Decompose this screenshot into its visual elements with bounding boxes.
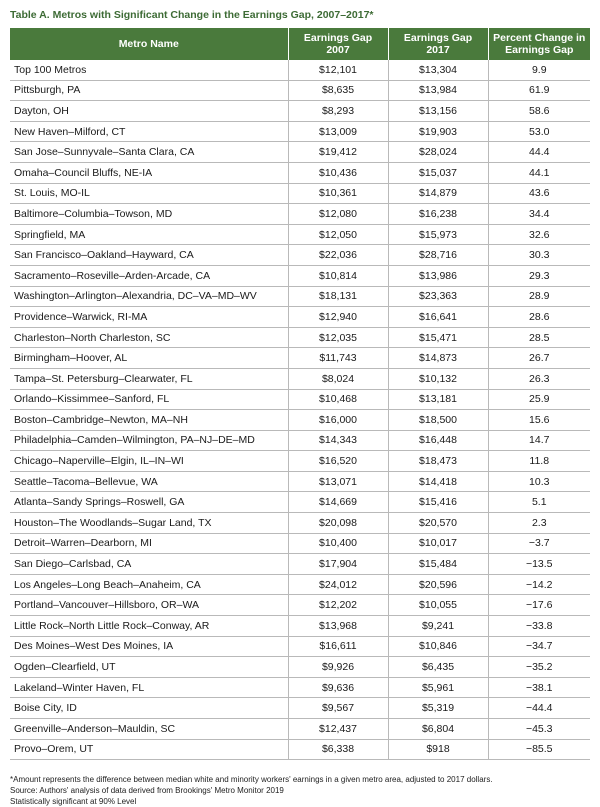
cell-earnings-gap-2017: $18,500 bbox=[388, 410, 488, 431]
cell-metro-name: Baltimore–Columbia–Towson, MD bbox=[10, 204, 288, 225]
table-row bbox=[10, 307, 590, 328]
table-row bbox=[10, 657, 590, 678]
cell-earnings-gap-2017: $18,473 bbox=[388, 451, 488, 472]
column-header-earnings-gap-2017: Earnings Gap 2017 bbox=[388, 28, 488, 60]
cell-metro-name: Pittsburgh, PA bbox=[10, 80, 288, 101]
cell-earnings-gap-2007: $16,611 bbox=[288, 636, 388, 657]
cell-earnings-gap-2007: $9,636 bbox=[288, 677, 388, 698]
table-row bbox=[10, 204, 590, 225]
cell-percent-change: −33.8 bbox=[488, 616, 590, 637]
cell-metro-name: Washington–Arlington–Alexandria, DC–VA–MD–WV bbox=[10, 286, 288, 307]
footnote-significance: Statistically significant at 90% Level bbox=[10, 797, 137, 807]
table-row bbox=[10, 554, 590, 575]
cell-earnings-gap-2007: $12,202 bbox=[288, 595, 388, 616]
cell-earnings-gap-2007: $14,343 bbox=[288, 430, 388, 451]
cell-earnings-gap-2007: $18,131 bbox=[288, 286, 388, 307]
cell-metro-name: Boston–Cambridge–Newton, MA–NH bbox=[10, 410, 288, 431]
table-row bbox=[10, 677, 590, 698]
cell-percent-change: −45.3 bbox=[488, 719, 590, 740]
table-row bbox=[10, 368, 590, 389]
cell-earnings-gap-2007: $8,293 bbox=[288, 101, 388, 122]
cell-percent-change: −85.5 bbox=[488, 739, 590, 760]
table-row bbox=[10, 286, 590, 307]
cell-earnings-gap-2017: $20,570 bbox=[388, 513, 488, 534]
cell-percent-change: 11.8 bbox=[488, 451, 590, 472]
table-title: Table A. Metros with Significant Change in the Earnings Gap, 2007–2017* bbox=[10, 9, 374, 21]
cell-percent-change: −17.6 bbox=[488, 595, 590, 616]
table-row bbox=[10, 739, 590, 760]
cell-percent-change: 28.9 bbox=[488, 286, 590, 307]
cell-earnings-gap-2017: $13,156 bbox=[388, 101, 488, 122]
cell-earnings-gap-2007: $8,635 bbox=[288, 80, 388, 101]
earnings-gap-table bbox=[10, 28, 590, 760]
cell-earnings-gap-2017: $19,903 bbox=[388, 121, 488, 142]
cell-earnings-gap-2017: $15,416 bbox=[388, 492, 488, 513]
table-row bbox=[10, 389, 590, 410]
cell-metro-name: Greenville–Anderson–Mauldin, SC bbox=[10, 719, 288, 740]
cell-percent-change: 61.9 bbox=[488, 80, 590, 101]
cell-metro-name: Seattle–Tacoma–Bellevue, WA bbox=[10, 471, 288, 492]
cell-percent-change: 32.6 bbox=[488, 224, 590, 245]
cell-earnings-gap-2007: $22,036 bbox=[288, 245, 388, 266]
cell-earnings-gap-2017: $918 bbox=[388, 739, 488, 760]
column-header-percent-change: Percent Change in Earnings Gap bbox=[488, 28, 590, 60]
table-row bbox=[10, 574, 590, 595]
cell-percent-change: 26.3 bbox=[488, 368, 590, 389]
cell-earnings-gap-2017: $6,435 bbox=[388, 657, 488, 678]
cell-metro-name: Dayton, OH bbox=[10, 101, 288, 122]
cell-earnings-gap-2017: $14,879 bbox=[388, 183, 488, 204]
table-row bbox=[10, 265, 590, 286]
table-row bbox=[10, 348, 590, 369]
table-row bbox=[10, 430, 590, 451]
cell-percent-change: 43.6 bbox=[488, 183, 590, 204]
footnote-source: Source: Authors' analysis of data derived from Brookings' Metro Monitor 2019 bbox=[10, 786, 284, 796]
table-row bbox=[10, 80, 590, 101]
cell-percent-change: 10.3 bbox=[488, 471, 590, 492]
cell-metro-name: Little Rock–North Little Rock–Conway, AR bbox=[10, 616, 288, 637]
cell-percent-change: 29.3 bbox=[488, 265, 590, 286]
cell-percent-change: 34.4 bbox=[488, 204, 590, 225]
footnotes bbox=[10, 774, 590, 807]
cell-percent-change: 2.3 bbox=[488, 513, 590, 534]
cell-earnings-gap-2007: $9,567 bbox=[288, 698, 388, 719]
cell-earnings-gap-2017: $16,448 bbox=[388, 430, 488, 451]
cell-earnings-gap-2017: $16,238 bbox=[388, 204, 488, 225]
cell-percent-change: −13.5 bbox=[488, 554, 590, 575]
cell-earnings-gap-2017: $10,846 bbox=[388, 636, 488, 657]
table-row bbox=[10, 451, 590, 472]
cell-earnings-gap-2007: $8,024 bbox=[288, 368, 388, 389]
cell-metro-name: Chicago–Naperville–Elgin, IL–IN–WI bbox=[10, 451, 288, 472]
table-row bbox=[10, 183, 590, 204]
column-header-earnings-gap-2007: Earnings Gap 2007 bbox=[288, 28, 388, 60]
cell-metro-name: Charleston–North Charleston, SC bbox=[10, 327, 288, 348]
cell-earnings-gap-2017: $15,973 bbox=[388, 224, 488, 245]
cell-metro-name: Tampa–St. Petersburg–Clearwater, FL bbox=[10, 368, 288, 389]
cell-metro-name: Portland–Vancouver–Hillsboro, OR–WA bbox=[10, 595, 288, 616]
cell-metro-name: Los Angeles–Long Beach–Anaheim, CA bbox=[10, 574, 288, 595]
cell-metro-name: Orlando–Kissimmee–Sanford, FL bbox=[10, 389, 288, 410]
cell-earnings-gap-2017: $13,304 bbox=[388, 60, 488, 80]
cell-metro-name: Birmingham–Hoover, AL bbox=[10, 348, 288, 369]
cell-earnings-gap-2007: $17,904 bbox=[288, 554, 388, 575]
table-row bbox=[10, 224, 590, 245]
cell-earnings-gap-2007: $13,968 bbox=[288, 616, 388, 637]
cell-earnings-gap-2007: $12,437 bbox=[288, 719, 388, 740]
cell-metro-name: Springfield, MA bbox=[10, 224, 288, 245]
cell-percent-change: 9.9 bbox=[488, 60, 590, 80]
cell-earnings-gap-2017: $15,484 bbox=[388, 554, 488, 575]
table-row bbox=[10, 719, 590, 740]
cell-earnings-gap-2017: $5,961 bbox=[388, 677, 488, 698]
table-row bbox=[10, 492, 590, 513]
table-row bbox=[10, 245, 590, 266]
cell-earnings-gap-2007: $12,050 bbox=[288, 224, 388, 245]
cell-metro-name: San Jose–Sunnyvale–Santa Clara, CA bbox=[10, 142, 288, 163]
table-row bbox=[10, 60, 590, 80]
cell-percent-change: 53.0 bbox=[488, 121, 590, 142]
cell-percent-change: 28.6 bbox=[488, 307, 590, 328]
cell-earnings-gap-2017: $9,241 bbox=[388, 616, 488, 637]
cell-earnings-gap-2007: $10,400 bbox=[288, 533, 388, 554]
cell-earnings-gap-2017: $13,984 bbox=[388, 80, 488, 101]
cell-earnings-gap-2017: $14,873 bbox=[388, 348, 488, 369]
cell-earnings-gap-2017: $28,024 bbox=[388, 142, 488, 163]
cell-metro-name: Top 100 Metros bbox=[10, 60, 288, 80]
cell-earnings-gap-2007: $9,926 bbox=[288, 657, 388, 678]
cell-metro-name: Providence–Warwick, RI-MA bbox=[10, 307, 288, 328]
cell-metro-name: Sacramento–Roseville–Arden-Arcade, CA bbox=[10, 265, 288, 286]
cell-earnings-gap-2007: $13,009 bbox=[288, 121, 388, 142]
cell-metro-name: Lakeland–Winter Haven, FL bbox=[10, 677, 288, 698]
table-row bbox=[10, 142, 590, 163]
cell-earnings-gap-2007: $10,436 bbox=[288, 162, 388, 183]
cell-earnings-gap-2007: $20,098 bbox=[288, 513, 388, 534]
column-header-metro-name: Metro Name bbox=[10, 28, 288, 60]
table-row bbox=[10, 533, 590, 554]
cell-earnings-gap-2017: $14,418 bbox=[388, 471, 488, 492]
cell-percent-change: 30.3 bbox=[488, 245, 590, 266]
cell-earnings-gap-2007: $10,814 bbox=[288, 265, 388, 286]
cell-percent-change: −44.4 bbox=[488, 698, 590, 719]
cell-percent-change: −34.7 bbox=[488, 636, 590, 657]
cell-earnings-gap-2007: $16,520 bbox=[288, 451, 388, 472]
cell-percent-change: 15.6 bbox=[488, 410, 590, 431]
table-row bbox=[10, 513, 590, 534]
table-row bbox=[10, 698, 590, 719]
cell-percent-change: 25.9 bbox=[488, 389, 590, 410]
footnote-definition: *Amount represents the difference between median white and minority workers' earnings in a given metro area, adjusted to 2017 dollars. bbox=[10, 775, 493, 785]
cell-percent-change: 26.7 bbox=[488, 348, 590, 369]
cell-earnings-gap-2007: $14,669 bbox=[288, 492, 388, 513]
table-row bbox=[10, 101, 590, 122]
cell-percent-change: 28.5 bbox=[488, 327, 590, 348]
cell-earnings-gap-2017: $13,181 bbox=[388, 389, 488, 410]
cell-percent-change: −14.2 bbox=[488, 574, 590, 595]
cell-earnings-gap-2007: $10,468 bbox=[288, 389, 388, 410]
cell-earnings-gap-2007: $6,338 bbox=[288, 739, 388, 760]
table-row bbox=[10, 410, 590, 431]
cell-metro-name: St. Louis, MO-IL bbox=[10, 183, 288, 204]
cell-earnings-gap-2017: $23,363 bbox=[388, 286, 488, 307]
cell-metro-name: Detroit–Warren–Dearborn, MI bbox=[10, 533, 288, 554]
table-row bbox=[10, 327, 590, 348]
cell-earnings-gap-2017: $13,986 bbox=[388, 265, 488, 286]
cell-earnings-gap-2007: $12,035 bbox=[288, 327, 388, 348]
cell-percent-change: −3.7 bbox=[488, 533, 590, 554]
cell-metro-name: Atlanta–Sandy Springs–Roswell, GA bbox=[10, 492, 288, 513]
table-row bbox=[10, 616, 590, 637]
cell-metro-name: San Diego–Carlsbad, CA bbox=[10, 554, 288, 575]
cell-earnings-gap-2017: $10,132 bbox=[388, 368, 488, 389]
cell-earnings-gap-2017: $20,596 bbox=[388, 574, 488, 595]
cell-metro-name: San Francisco–Oakland–Hayward, CA bbox=[10, 245, 288, 266]
cell-earnings-gap-2007: $10,361 bbox=[288, 183, 388, 204]
cell-earnings-gap-2017: $16,641 bbox=[388, 307, 488, 328]
cell-percent-change: 14.7 bbox=[488, 430, 590, 451]
cell-earnings-gap-2017: $5,319 bbox=[388, 698, 488, 719]
cell-earnings-gap-2007: $12,080 bbox=[288, 204, 388, 225]
cell-percent-change: 5.1 bbox=[488, 492, 590, 513]
cell-metro-name: Omaha–Council Bluffs, NE-IA bbox=[10, 162, 288, 183]
table-row bbox=[10, 636, 590, 657]
cell-earnings-gap-2017: $6,804 bbox=[388, 719, 488, 740]
cell-metro-name: Provo–Orem, UT bbox=[10, 739, 288, 760]
cell-percent-change: 44.1 bbox=[488, 162, 590, 183]
cell-earnings-gap-2007: $24,012 bbox=[288, 574, 388, 595]
cell-earnings-gap-2007: $16,000 bbox=[288, 410, 388, 431]
cell-metro-name: New Haven–Milford, CT bbox=[10, 121, 288, 142]
cell-percent-change: −38.1 bbox=[488, 677, 590, 698]
cell-earnings-gap-2007: $19,412 bbox=[288, 142, 388, 163]
table-row bbox=[10, 595, 590, 616]
cell-percent-change: 58.6 bbox=[488, 101, 590, 122]
cell-earnings-gap-2017: $28,716 bbox=[388, 245, 488, 266]
cell-earnings-gap-2007: $13,071 bbox=[288, 471, 388, 492]
cell-earnings-gap-2017: $10,055 bbox=[388, 595, 488, 616]
cell-earnings-gap-2017: $15,471 bbox=[388, 327, 488, 348]
cell-percent-change: −35.2 bbox=[488, 657, 590, 678]
cell-metro-name: Houston–The Woodlands–Sugar Land, TX bbox=[10, 513, 288, 534]
cell-earnings-gap-2007: $12,101 bbox=[288, 60, 388, 80]
table-row bbox=[10, 162, 590, 183]
cell-metro-name: Boise City, ID bbox=[10, 698, 288, 719]
cell-earnings-gap-2007: $12,940 bbox=[288, 307, 388, 328]
cell-metro-name: Ogden–Clearfield, UT bbox=[10, 657, 288, 678]
cell-percent-change: 44.4 bbox=[488, 142, 590, 163]
cell-earnings-gap-2007: $11,743 bbox=[288, 348, 388, 369]
cell-earnings-gap-2017: $15,037 bbox=[388, 162, 488, 183]
table-row bbox=[10, 471, 590, 492]
cell-metro-name: Des Moines–West Des Moines, IA bbox=[10, 636, 288, 657]
table-body bbox=[10, 60, 590, 760]
cell-earnings-gap-2017: $10,017 bbox=[388, 533, 488, 554]
header-row bbox=[10, 28, 590, 60]
cell-metro-name: Philadelphia–Camden–Wilmington, PA–NJ–DE–MD bbox=[10, 430, 288, 451]
table-row bbox=[10, 121, 590, 142]
